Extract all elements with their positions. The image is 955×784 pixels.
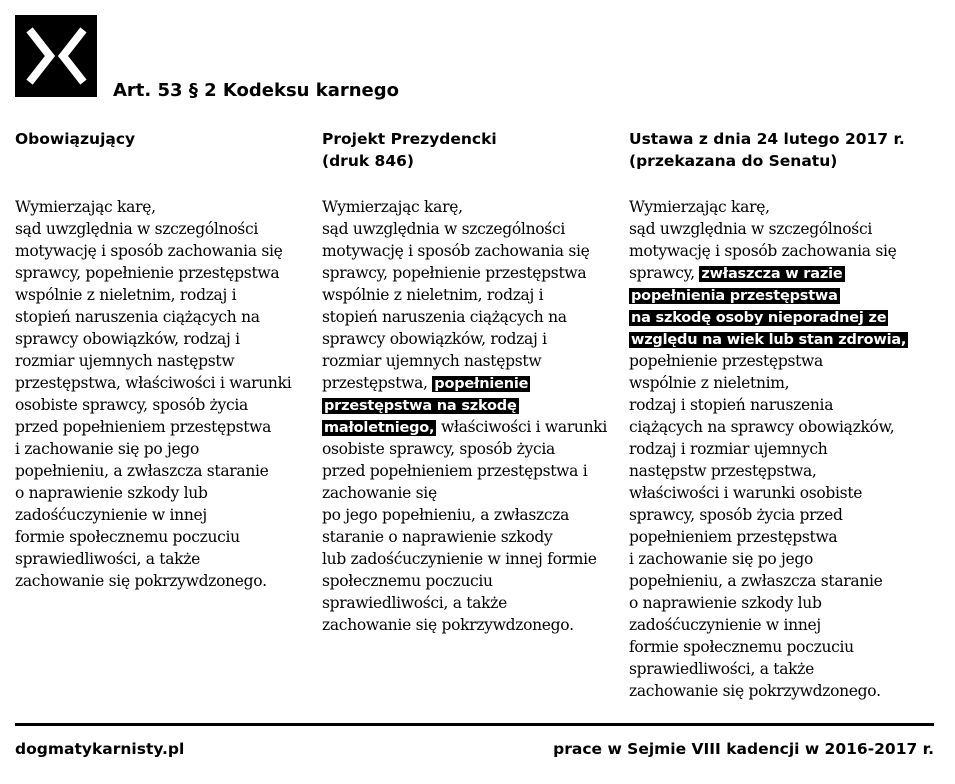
- text-line: [322, 438, 622, 460]
- text-line: [629, 284, 934, 306]
- text-segment: sprawiedliwości, a także: [15, 550, 200, 568]
- text-segment: sprawcy, popełnienie przestępstwa: [15, 264, 280, 282]
- text-line: [322, 416, 622, 438]
- text-segment: stopień naruszenia ciążących na: [322, 308, 567, 326]
- text-segment: formie społecznemu poczuciu: [629, 638, 854, 656]
- text-line: [629, 328, 934, 350]
- text-segment: sąd uwzględnia w szczególności: [629, 220, 872, 238]
- text-segment: zachowanie się: [322, 484, 437, 502]
- text-line: [15, 262, 310, 284]
- text-line: [629, 504, 934, 526]
- text-line: [322, 592, 622, 614]
- text-segment: sprawcy obowiązków, rodzaj i: [15, 330, 240, 348]
- column-heading: [322, 128, 622, 196]
- text-line: [629, 416, 934, 438]
- text-line: [15, 240, 310, 262]
- text-line: [629, 482, 934, 504]
- column-passed-act: [629, 128, 934, 702]
- text-line: [629, 218, 934, 240]
- text-segment: następstw przestępstwa,: [629, 462, 817, 480]
- text-line: [629, 394, 934, 416]
- text-segment: zadośćuczynienie w innej: [15, 506, 207, 524]
- text-line: [322, 526, 622, 548]
- text-line: [15, 570, 310, 592]
- dk-monogram-icon: [15, 15, 97, 97]
- text-segment: wspólnie z nieletnim, rodzaj i: [322, 286, 544, 304]
- text-segment: przestępstwa, właściwości i warunki: [15, 374, 292, 392]
- text-segment: zachowanie się pokrzywdzonego.: [629, 682, 881, 700]
- text-segment: Wymierzając karę,: [629, 198, 770, 216]
- text-segment: przestępstwa,: [322, 374, 433, 392]
- text-line: [15, 438, 310, 460]
- text-segment: Wymierzając karę,: [15, 198, 156, 216]
- text-line: [629, 460, 934, 482]
- text-line: [629, 548, 934, 570]
- text-line: [322, 218, 622, 240]
- text-segment: rodzaj i rozmiar ujemnych: [629, 440, 828, 458]
- highlighted-change: zwłaszcza w razie: [701, 266, 843, 282]
- text-line: [15, 196, 310, 218]
- highlighted-change: przestępstwa na szkodę: [324, 398, 517, 414]
- text-line: [629, 658, 934, 680]
- site-name[interactable]: dogmatykarnisty.pl: [15, 740, 185, 758]
- text-segment: wspólnie z nieletnim, rodzaj i: [15, 286, 237, 304]
- text-segment: sprawcy, popełnienie przestępstwa: [322, 264, 587, 282]
- text-segment: motywację i sposób zachowania się: [322, 242, 590, 260]
- text-line: [15, 394, 310, 416]
- page-title: Art. 53 § 2 Kodeksu karnego: [113, 80, 400, 101]
- text-line: [629, 680, 934, 702]
- text-line: [629, 614, 934, 636]
- text-line: [322, 306, 622, 328]
- text-segment: rozmiar ujemnych następstw: [322, 352, 542, 370]
- highlighted-change: popełnienie: [434, 376, 529, 392]
- text-line: [629, 592, 934, 614]
- text-line: [629, 438, 934, 460]
- text-line: [322, 548, 622, 570]
- text-line: [322, 460, 622, 482]
- text-segment: formie społecznemu poczuciu: [15, 528, 240, 546]
- text-segment: właściwości i warunki osobiste: [629, 484, 863, 502]
- column-heading: [15, 128, 310, 196]
- text-segment: o naprawienie szkody lub: [629, 594, 822, 612]
- text-line: [15, 306, 310, 328]
- text-line: [629, 570, 934, 592]
- text-line: [15, 460, 310, 482]
- text-line: [629, 306, 934, 328]
- column-current-law: [15, 128, 310, 592]
- article-text: [629, 196, 934, 702]
- text-segment: popełnieniu, a zwłaszcza staranie: [15, 462, 269, 480]
- text-line: [15, 548, 310, 570]
- text-segment: sąd uwzględnia w szczególności: [15, 220, 258, 238]
- highlighted-change: na szkodę osoby nieporadnej ze: [631, 310, 887, 326]
- text-segment: stopień naruszenia ciążących na: [15, 308, 260, 326]
- text-segment: i zachowanie się po jego: [629, 550, 814, 568]
- text-segment: osobiste sprawcy, sposób życia: [15, 396, 248, 414]
- text-segment: zachowanie się pokrzywdzonego.: [15, 572, 267, 590]
- footer-divider: [15, 723, 934, 726]
- text-segment: społecznemu poczuciu: [322, 572, 493, 590]
- text-line: [322, 240, 622, 262]
- text-line: [322, 262, 622, 284]
- text-line: [629, 262, 934, 284]
- text-line: [15, 504, 310, 526]
- text-segment: motywację i sposób zachowania się: [629, 242, 897, 260]
- text-segment: sprawcy obowiązków, rodzaj i: [322, 330, 547, 348]
- text-line: [15, 328, 310, 350]
- text-line: [15, 284, 310, 306]
- text-segment: zachowanie się pokrzywdzonego.: [322, 616, 574, 634]
- text-line: [15, 372, 310, 394]
- text-segment: wspólnie z nieletnim,: [629, 374, 790, 392]
- text-line: [629, 372, 934, 394]
- text-segment: zadośćuczynienie w innej: [629, 616, 821, 634]
- text-line: [322, 570, 622, 592]
- text-segment: osobiste sprawcy, sposób życia: [322, 440, 555, 458]
- text-segment: po jego popełnieniu, a zwłaszcza: [322, 506, 570, 524]
- text-line: [15, 416, 310, 438]
- text-segment: popełnienie przestępstwa: [629, 352, 823, 370]
- text-segment: i zachowanie się po jego: [15, 440, 200, 458]
- text-line: [15, 482, 310, 504]
- text-segment: rozmiar ujemnych następstw: [15, 352, 235, 370]
- text-line: [15, 526, 310, 548]
- text-line: [322, 394, 622, 416]
- text-line: [629, 350, 934, 372]
- text-segment: właściwości i warunki: [436, 418, 608, 436]
- text-line: [629, 240, 934, 262]
- article-text: [15, 196, 310, 592]
- text-segment: sąd uwzględnia w szczególności: [322, 220, 565, 238]
- text-segment: popełnieniem przestępstwa: [629, 528, 838, 546]
- text-segment: ciążących na sprawcy obowiązków,: [629, 418, 895, 436]
- text-line: [322, 350, 622, 372]
- text-line: [322, 482, 622, 504]
- text-segment: sprawcy, sposób życia przed: [629, 506, 843, 524]
- heading-line: Obowiązujący: [15, 130, 136, 148]
- text-segment: sprawiedliwości, a także: [322, 594, 507, 612]
- text-line: [322, 328, 622, 350]
- text-segment: sprawcy,: [629, 264, 700, 282]
- highlighted-change: względu na wiek lub stan zdrowia,: [631, 332, 907, 348]
- text-segment: przed popełnieniem przestępstwa: [15, 418, 272, 436]
- text-segment: Wymierzając karę,: [322, 198, 463, 216]
- text-line: [322, 196, 622, 218]
- text-line: [15, 350, 310, 372]
- heading-line: Projekt Prezydencki: [322, 130, 497, 148]
- footer-caption: prace w Sejmie VIII kadencji w 2016-2017 r.: [553, 740, 934, 758]
- heading-line: (druk 846): [322, 152, 415, 170]
- heading-line: (przekazana do Senatu): [629, 152, 838, 170]
- text-segment: staranie o naprawienie szkody: [322, 528, 553, 546]
- column-presidential-draft: [322, 128, 622, 636]
- text-line: [322, 372, 622, 394]
- highlighted-change: popełnienia przestępstwa: [631, 288, 838, 304]
- text-segment: popełnieniu, a zwłaszcza staranie: [629, 572, 883, 590]
- text-line: [322, 284, 622, 306]
- text-segment: o naprawienie szkody lub: [15, 484, 208, 502]
- text-line: [629, 636, 934, 658]
- text-segment: lub zadośćuczynienie w innej formie: [322, 550, 597, 568]
- text-segment: rodzaj i stopień naruszenia: [629, 396, 834, 414]
- text-segment: sprawiedliwości, a także: [629, 660, 814, 678]
- column-heading: [629, 128, 934, 196]
- text-line: [629, 526, 934, 548]
- text-segment: przed popełnieniem przestępstwa i: [322, 462, 588, 480]
- article-text: [322, 196, 622, 636]
- highlighted-change: małoletniego,: [324, 420, 435, 436]
- text-line: [322, 504, 622, 526]
- text-segment: motywację i sposób zachowania się: [15, 242, 283, 260]
- text-line: [322, 614, 622, 636]
- text-line: [15, 218, 310, 240]
- heading-line: Ustawa z dnia 24 lutego 2017 r.: [629, 130, 905, 148]
- text-line: [629, 196, 934, 218]
